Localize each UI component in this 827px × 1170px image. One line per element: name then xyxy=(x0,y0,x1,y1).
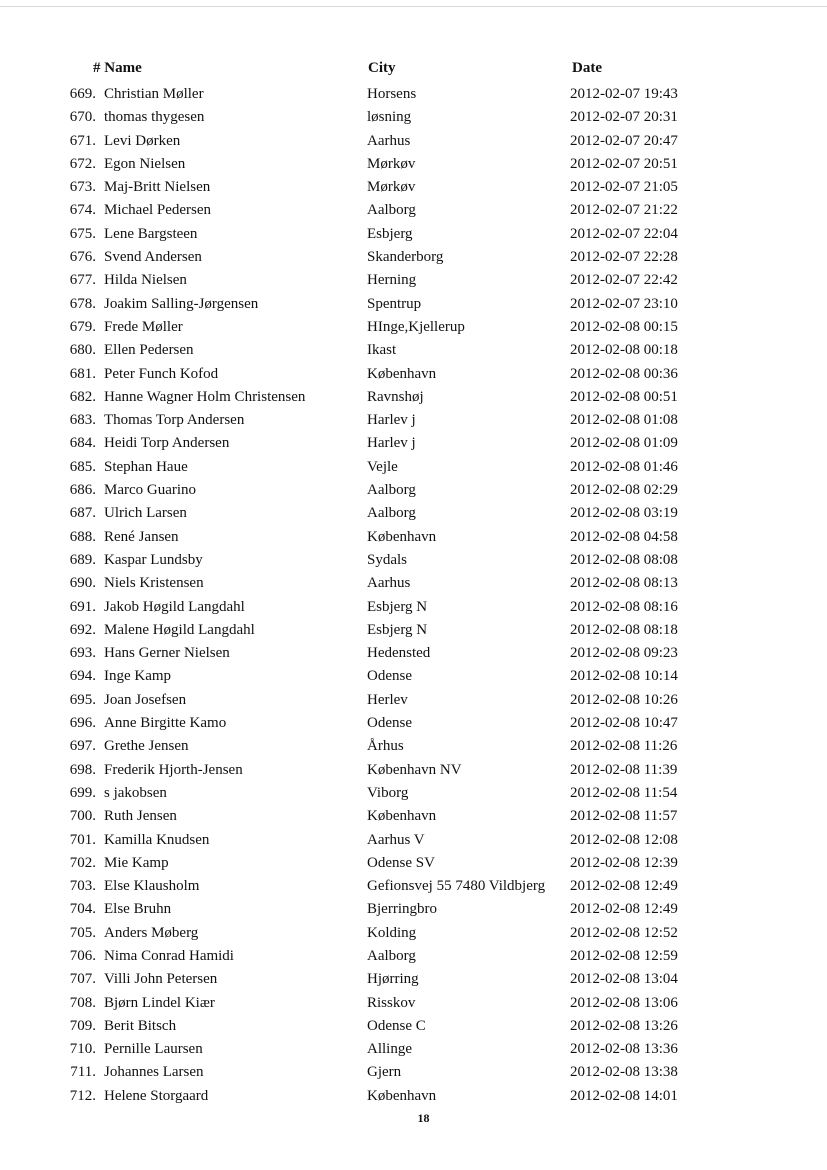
row-number: 678. xyxy=(69,295,96,312)
table-row xyxy=(0,526,827,549)
row-city: København NV xyxy=(367,761,462,778)
row-name: Marco Guarino xyxy=(104,482,197,499)
row-date: 2012-02-08 04:58 xyxy=(570,528,678,545)
row-number: 679. xyxy=(69,318,96,335)
row-number: 671. xyxy=(69,132,96,149)
row-city: Århus xyxy=(367,738,404,755)
row-name: Anne Birgitte Kamo xyxy=(104,715,227,732)
row-name: Hilda Nielsen xyxy=(104,272,187,289)
row-date: 2012-02-08 13:06 xyxy=(570,994,678,1011)
row-city: Spentrup xyxy=(367,295,422,312)
row-date: 2012-02-07 21:22 xyxy=(570,202,678,219)
row-date: 2012-02-08 00:51 xyxy=(570,388,678,405)
row-number: 687. xyxy=(69,505,96,522)
table-row xyxy=(0,549,827,572)
row-date: 2012-02-08 12:52 xyxy=(570,924,678,941)
row-number: 683. xyxy=(69,412,96,429)
row-number: 695. xyxy=(69,691,96,708)
table-row xyxy=(0,432,827,455)
table-header xyxy=(0,60,827,82)
row-city: Herning xyxy=(367,272,417,289)
table-row xyxy=(0,829,827,852)
row-number: 672. xyxy=(69,155,96,172)
row-date: 2012-02-08 11:39 xyxy=(570,761,678,778)
table-row xyxy=(0,782,827,805)
row-number: 692. xyxy=(69,621,96,638)
row-date: 2012-02-08 09:23 xyxy=(570,645,678,662)
row-date: 2012-02-08 01:08 xyxy=(570,412,678,429)
row-date: 2012-02-08 11:57 xyxy=(570,808,678,825)
signature-list xyxy=(0,83,827,1108)
row-name: Frede Møller xyxy=(104,318,183,335)
row-date: 2012-02-08 08:16 xyxy=(570,598,678,615)
row-name: Ruth Jensen xyxy=(104,808,177,825)
row-name: Heidi Torp Andersen xyxy=(104,435,230,452)
row-date: 2012-02-08 00:15 xyxy=(570,318,678,335)
row-number: 694. xyxy=(69,668,96,685)
row-number: 676. xyxy=(69,249,96,266)
row-number: 710. xyxy=(69,1041,96,1058)
row-number: 690. xyxy=(69,575,96,592)
row-number: 708. xyxy=(69,994,96,1011)
row-city: Gjern xyxy=(367,1064,402,1081)
row-city: København xyxy=(367,1087,437,1104)
row-date: 2012-02-07 22:28 xyxy=(570,249,678,266)
row-name: Lene Bargsteen xyxy=(104,225,198,242)
row-name: Villi John Petersen xyxy=(104,971,218,988)
row-name: Jakob Høgild Langdahl xyxy=(104,598,245,615)
row-date: 2012-02-07 23:10 xyxy=(570,295,678,312)
row-date: 2012-02-08 13:26 xyxy=(570,1017,678,1034)
row-name: Berit Bitsch xyxy=(104,1017,177,1034)
row-number: 705. xyxy=(69,924,96,941)
row-city: Skanderborg xyxy=(367,249,444,266)
row-city: Harlev j xyxy=(367,435,416,452)
row-date: 2012-02-08 00:36 xyxy=(570,365,678,382)
row-number: 681. xyxy=(69,365,96,382)
table-row xyxy=(0,479,827,502)
row-name: Nima Conrad Hamidi xyxy=(104,947,234,964)
row-name: Frederik Hjorth-Jensen xyxy=(104,761,243,778)
row-date: 2012-02-08 02:29 xyxy=(570,482,678,499)
row-number: 701. xyxy=(69,831,96,848)
row-name: Kaspar Lundsby xyxy=(104,551,203,568)
row-name: Else Bruhn xyxy=(104,901,172,918)
row-date: 2012-02-08 12:39 xyxy=(570,854,678,871)
row-date: 2012-02-08 14:01 xyxy=(570,1087,678,1104)
table-row xyxy=(0,898,827,921)
row-date: 2012-02-08 01:09 xyxy=(570,435,678,452)
row-number: 693. xyxy=(69,645,96,662)
row-date: 2012-02-07 20:47 xyxy=(570,132,678,149)
table-row xyxy=(0,502,827,525)
table-row xyxy=(0,386,827,409)
table-row xyxy=(0,246,827,269)
row-city: København xyxy=(367,808,437,825)
table-row xyxy=(0,805,827,828)
row-date: 2012-02-08 12:49 xyxy=(570,901,678,918)
header-city: City xyxy=(368,60,396,76)
page-number: 18 xyxy=(417,1111,430,1125)
row-name: Maj-Britt Nielsen xyxy=(104,179,211,196)
row-date: 2012-02-08 10:14 xyxy=(570,668,678,685)
table-row xyxy=(0,199,827,222)
table-row xyxy=(0,363,827,386)
row-name: Christian Møller xyxy=(104,86,204,102)
table-row xyxy=(0,106,827,129)
row-city: Gefionsvej 55 7480 Vildbjerg xyxy=(367,878,546,895)
row-name: René Jansen xyxy=(104,528,179,545)
table-row xyxy=(0,293,827,316)
header-date: Date xyxy=(572,60,602,76)
row-number: 697. xyxy=(69,738,96,755)
table-row xyxy=(0,223,827,246)
row-city: Odense xyxy=(367,715,412,732)
row-name: Joakim Salling-Jørgensen xyxy=(104,295,259,312)
row-name: Michael Pedersen xyxy=(104,202,212,219)
row-city: Ravnshøj xyxy=(367,388,424,405)
row-name: Peter Funch Kofod xyxy=(104,365,219,382)
row-city: Herlev xyxy=(367,691,408,708)
row-date: 2012-02-08 10:26 xyxy=(570,691,678,708)
row-date: 2012-02-08 08:13 xyxy=(570,575,678,592)
row-number: 698. xyxy=(69,761,96,778)
row-date: 2012-02-08 13:38 xyxy=(570,1064,678,1081)
row-city: HInge,Kjellerup xyxy=(367,318,465,335)
table-row xyxy=(0,1038,827,1061)
row-name: thomas thygesen xyxy=(104,109,205,126)
row-name: s jakobsen xyxy=(104,784,167,801)
table-row xyxy=(0,456,827,479)
row-date: 2012-02-08 00:18 xyxy=(570,342,678,359)
row-date: 2012-02-08 13:36 xyxy=(570,1041,678,1058)
row-city: Ikast xyxy=(367,342,397,359)
row-city: Hedensted xyxy=(367,645,431,662)
row-name: Hans Gerner Nielsen xyxy=(104,645,230,662)
scan-edge-rule xyxy=(0,6,827,7)
row-city: København xyxy=(367,365,437,382)
row-city: Mørkøv xyxy=(367,179,416,196)
table-row xyxy=(0,596,827,619)
row-name: Grethe Jensen xyxy=(104,738,189,755)
table-row xyxy=(0,130,827,153)
row-date: 2012-02-08 12:08 xyxy=(570,831,678,848)
row-date: 2012-02-07 20:31 xyxy=(570,109,678,126)
row-name: Else Klausholm xyxy=(104,878,200,895)
row-name: Thomas Torp Andersen xyxy=(104,412,245,429)
row-date: 2012-02-08 12:59 xyxy=(570,947,678,964)
row-number: 685. xyxy=(69,458,96,475)
row-name: Anders Møberg xyxy=(104,924,199,941)
row-city: Hjørring xyxy=(367,971,419,988)
row-number: 707. xyxy=(69,971,96,988)
row-name: Joan Josefsen xyxy=(104,691,187,708)
row-city: Aalborg xyxy=(367,482,416,499)
row-name: Levi Dørken xyxy=(104,132,181,149)
row-city: Sydals xyxy=(367,551,408,568)
row-name: Pernille Laursen xyxy=(104,1041,203,1058)
row-name: Kamilla Knudsen xyxy=(104,831,210,848)
row-date: 2012-02-08 08:08 xyxy=(570,551,678,568)
row-number: 696. xyxy=(69,715,96,732)
row-date: 2012-02-08 12:49 xyxy=(570,878,678,895)
row-number: 669. xyxy=(69,86,96,102)
row-city: Aalborg xyxy=(367,947,416,964)
table-row xyxy=(0,83,827,106)
row-number: 682. xyxy=(69,388,96,405)
row-date: 2012-02-07 22:42 xyxy=(570,272,678,289)
row-number: 706. xyxy=(69,947,96,964)
row-city: Odense C xyxy=(367,1017,426,1034)
table-row xyxy=(0,1015,827,1038)
row-city: Risskov xyxy=(367,994,416,1011)
row-name: Malene Høgild Langdahl xyxy=(104,621,255,638)
row-city: Viborg xyxy=(367,784,409,801)
row-city: Aarhus xyxy=(367,575,411,592)
row-number: 670. xyxy=(69,109,96,126)
row-date: 2012-02-08 01:46 xyxy=(570,458,678,475)
row-name: Bjørn Lindel Kiær xyxy=(104,994,215,1011)
row-number: 699. xyxy=(69,784,96,801)
row-name: Inge Kamp xyxy=(104,668,172,685)
row-number: 674. xyxy=(69,202,96,219)
table-row xyxy=(0,1085,827,1108)
table-row xyxy=(0,922,827,945)
row-number: 704. xyxy=(69,901,96,918)
row-city: Esbjerg N xyxy=(367,598,428,615)
row-number: 686. xyxy=(69,482,96,499)
table-row xyxy=(0,642,827,665)
table-row xyxy=(0,269,827,292)
row-date: 2012-02-08 10:47 xyxy=(570,715,678,732)
row-date: 2012-02-08 03:19 xyxy=(570,505,678,522)
table-row xyxy=(0,945,827,968)
table-row xyxy=(0,176,827,199)
table-row xyxy=(0,572,827,595)
table-row xyxy=(0,619,827,642)
row-number: 673. xyxy=(69,179,96,196)
row-number: 700. xyxy=(69,808,96,825)
row-date: 2012-02-08 13:04 xyxy=(570,971,678,988)
row-number: 703. xyxy=(69,878,96,895)
table-row xyxy=(0,712,827,735)
table-row xyxy=(0,852,827,875)
row-city: Kolding xyxy=(367,924,417,941)
row-number: 691. xyxy=(69,598,96,615)
header-name: # Name xyxy=(93,60,142,76)
row-name: Helene Storgaard xyxy=(104,1087,209,1104)
row-number: 689. xyxy=(69,551,96,568)
table-row xyxy=(0,759,827,782)
row-name: Egon Nielsen xyxy=(104,155,186,172)
row-city: Esbjerg N xyxy=(367,621,428,638)
table-row xyxy=(0,968,827,991)
row-date: 2012-02-07 22:04 xyxy=(570,225,678,242)
row-number: 677. xyxy=(69,272,96,289)
row-date: 2012-02-08 08:18 xyxy=(570,621,678,638)
row-name: Ulrich Larsen xyxy=(104,505,187,522)
row-number: 712. xyxy=(69,1087,96,1104)
table-row xyxy=(0,316,827,339)
row-number: 675. xyxy=(69,225,96,242)
table-row xyxy=(0,689,827,712)
row-city: Mørkøv xyxy=(367,155,416,172)
row-date: 2012-02-07 20:51 xyxy=(570,155,678,172)
row-city: Bjerringbro xyxy=(367,901,437,918)
table-row xyxy=(0,735,827,758)
table-row xyxy=(0,665,827,688)
row-city: Aarhus V xyxy=(367,831,425,848)
row-city: Esbjerg xyxy=(367,225,413,242)
table-row xyxy=(0,153,827,176)
row-city: Aalborg xyxy=(367,505,416,522)
row-date: 2012-02-08 11:26 xyxy=(570,738,678,755)
row-name: Niels Kristensen xyxy=(104,575,204,592)
row-name: Mie Kamp xyxy=(104,854,169,871)
row-city: løsning xyxy=(367,109,412,126)
row-name: Svend Andersen xyxy=(104,249,202,266)
row-name: Hanne Wagner Holm Christensen xyxy=(104,388,306,405)
row-number: 702. xyxy=(69,854,96,871)
row-city: Odense SV xyxy=(367,854,435,871)
row-name: Stephan Haue xyxy=(104,458,188,475)
table-row xyxy=(0,409,827,432)
table-row xyxy=(0,992,827,1015)
row-number: 709. xyxy=(69,1017,96,1034)
row-city: Harlev j xyxy=(367,412,416,429)
row-city: København xyxy=(367,528,437,545)
row-city: Odense xyxy=(367,668,412,685)
row-city: Aarhus xyxy=(367,132,411,149)
row-number: 711. xyxy=(70,1064,96,1081)
row-number: 688. xyxy=(69,528,96,545)
row-number: 680. xyxy=(69,342,96,359)
row-date: 2012-02-07 21:05 xyxy=(570,179,678,196)
row-city: Allinge xyxy=(367,1041,412,1058)
row-name: Ellen Pedersen xyxy=(104,342,194,359)
table-row xyxy=(0,339,827,362)
table-row xyxy=(0,1061,827,1084)
table-row xyxy=(0,875,827,898)
row-number: 684. xyxy=(69,435,96,452)
row-date: 2012-02-07 19:43 xyxy=(570,86,678,102)
row-city: Aalborg xyxy=(367,202,416,219)
row-city: Horsens xyxy=(367,86,417,102)
row-name: Johannes Larsen xyxy=(104,1064,204,1081)
row-date: 2012-02-08 11:54 xyxy=(570,784,678,801)
row-city: Vejle xyxy=(367,458,398,475)
